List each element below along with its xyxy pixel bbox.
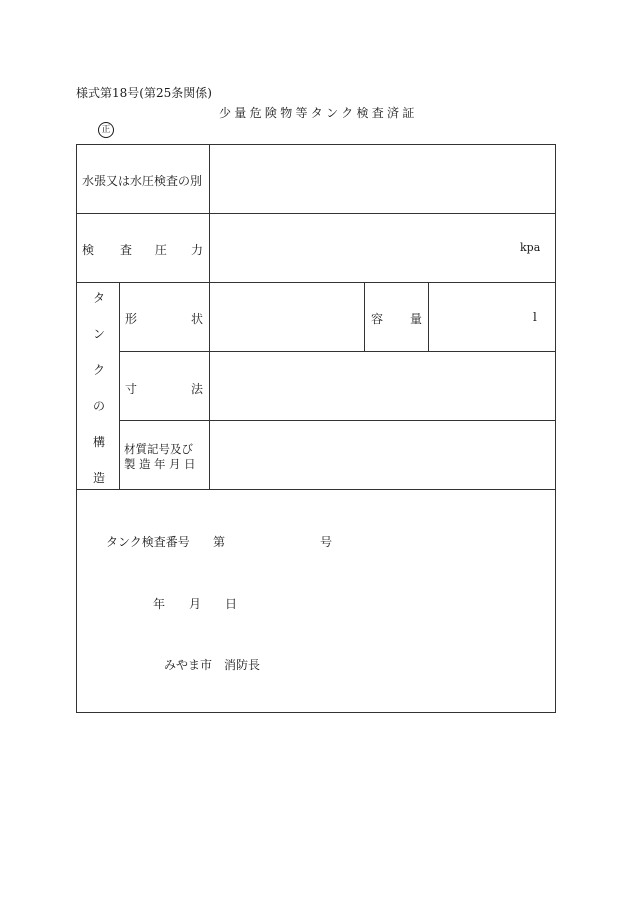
shape-label-char: 形 [125,312,138,326]
pressure-label-char: 圧 [155,243,168,257]
dimension-label-char: 法 [191,382,204,396]
structure-column-divider [119,282,120,489]
table-right-border [555,144,556,712]
number-suffix: 号 [320,535,333,549]
issuer-label: みやま市 消防長 [164,658,261,672]
date-year-label: 年 [153,597,166,611]
table-top-border [76,144,556,145]
structure-label-char: 造 [93,471,106,485]
number-prefix: 第 [213,535,226,549]
pressure-label-char: 査 [120,243,133,257]
capacity-label-left-divider [364,282,365,351]
capacity-label-right-divider [428,282,429,351]
capacity-label-char: 容 [371,312,384,326]
seal-mark: 正 [98,122,114,138]
date-day-label: 日 [225,597,238,611]
structure-label-char: 構 [93,435,106,449]
row-divider [76,213,556,214]
structure-label-char: ン [93,327,106,341]
shape-label-char: 状 [191,312,204,326]
table-bottom-border [76,712,556,713]
date-month-label: 月 [189,597,202,611]
document-title: 少量危険物等タンク検査済証 [219,106,418,120]
tank-number-label: タンク検査番号 [106,535,190,549]
capacity-unit: l [533,310,537,324]
table-left-border [76,144,77,712]
material-label: 材質記号及び [124,442,193,456]
structure-label-char: の [93,399,106,413]
form-number: 様式第18号(第25条関係) [76,86,212,100]
label-column-divider [209,144,210,489]
inspection-type-label: 水張又は水圧検査の別 [82,174,203,188]
pressure-label-char: 検 [82,243,95,257]
row-divider [119,351,556,352]
dimension-label-char: 寸 [125,382,138,396]
capacity-label-char: 量 [410,312,423,326]
manufacture-date-label: 製造年月日 [124,457,199,471]
row-divider [76,282,556,283]
pressure-label-char: 力 [191,243,204,257]
row-divider [119,420,556,421]
structure-label-char: ク [93,363,106,377]
pressure-unit: kpa [520,241,541,254]
row-divider [76,489,556,490]
structure-label-char: タ [93,291,106,305]
